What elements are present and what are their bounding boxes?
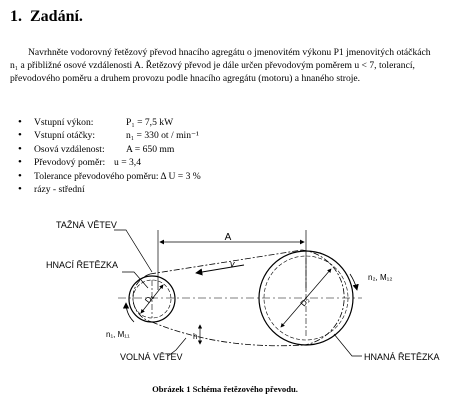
list-item xyxy=(18,143,201,156)
list-item xyxy=(18,183,201,196)
param-label: Osová vzdálenost: xyxy=(34,143,105,155)
param-value: u = 3,4 xyxy=(114,157,141,169)
velocity-arrow xyxy=(196,265,244,273)
label-tight-strand: TAŽNÁ VĚTEV xyxy=(56,220,117,230)
rotation-arrow-driven xyxy=(350,274,357,290)
label-driving-sprocket: HNACÍ ŘETĚZKA xyxy=(46,260,119,270)
slack-strand xyxy=(152,322,304,346)
label-a: A xyxy=(224,232,232,243)
tight-strand xyxy=(150,250,302,274)
param-label: rázy - střední xyxy=(34,184,85,196)
label-d1: D₁ xyxy=(143,292,156,305)
figure-caption: Obrázek 1 Schéma řetězového převodu. xyxy=(152,384,298,394)
param-value: n₁ = 330 ot / min⁻¹ xyxy=(126,130,199,142)
section-heading: Zadání. xyxy=(30,8,83,25)
label-d2: D₂ xyxy=(298,295,312,309)
list-item xyxy=(18,170,201,183)
chain-drive-diagram xyxy=(0,210,450,380)
param-value: A = 650 mm xyxy=(126,143,175,155)
param-value: P₁ = 7,5 kW xyxy=(126,117,174,128)
param-value: Δ U = 3 % xyxy=(160,170,201,182)
list-item xyxy=(18,116,201,129)
param-label: Vstupní otáčky: xyxy=(34,130,96,142)
chain-wrap-driven xyxy=(302,250,344,345)
list-item xyxy=(18,129,201,142)
label-n1m1: n₁, M₁₁ xyxy=(106,330,130,339)
param-label: Tolerance převodového poměru: xyxy=(34,170,159,182)
label-driven-sprocket: HNANÁ ŘETĚZKA xyxy=(364,352,440,362)
leader-driven xyxy=(334,334,362,356)
label-n2m2: n₂, M₁₂ xyxy=(368,273,393,282)
label-slack-strand: VOLNÁ VĚTEV xyxy=(120,352,183,362)
section-number: 1. xyxy=(10,8,22,25)
assignment-paragraph: Navrhněte vodorovný řetězový převod hnacího agregátu o jmenovitém výkonu P1 jmenovitých otáčkách n₁ a přibližné osové vzdálenosti A. Řetězový převod je dále určen převodovým poměrem u < 7, tolerancí, převodového poměru a druhem provozu podle hnacího agregátu (motoru) a hnaného stroje. xyxy=(10,47,431,84)
parameter-list xyxy=(18,116,201,196)
param-label: Vstupní výkon: xyxy=(34,117,94,128)
list-item xyxy=(18,156,201,169)
leader-tight xyxy=(114,230,152,272)
leader-driving xyxy=(122,272,148,288)
label-v: v xyxy=(230,259,235,269)
section-title xyxy=(10,8,83,26)
param-label: Převodový poměr: xyxy=(34,157,106,169)
label-h: h xyxy=(193,332,198,341)
